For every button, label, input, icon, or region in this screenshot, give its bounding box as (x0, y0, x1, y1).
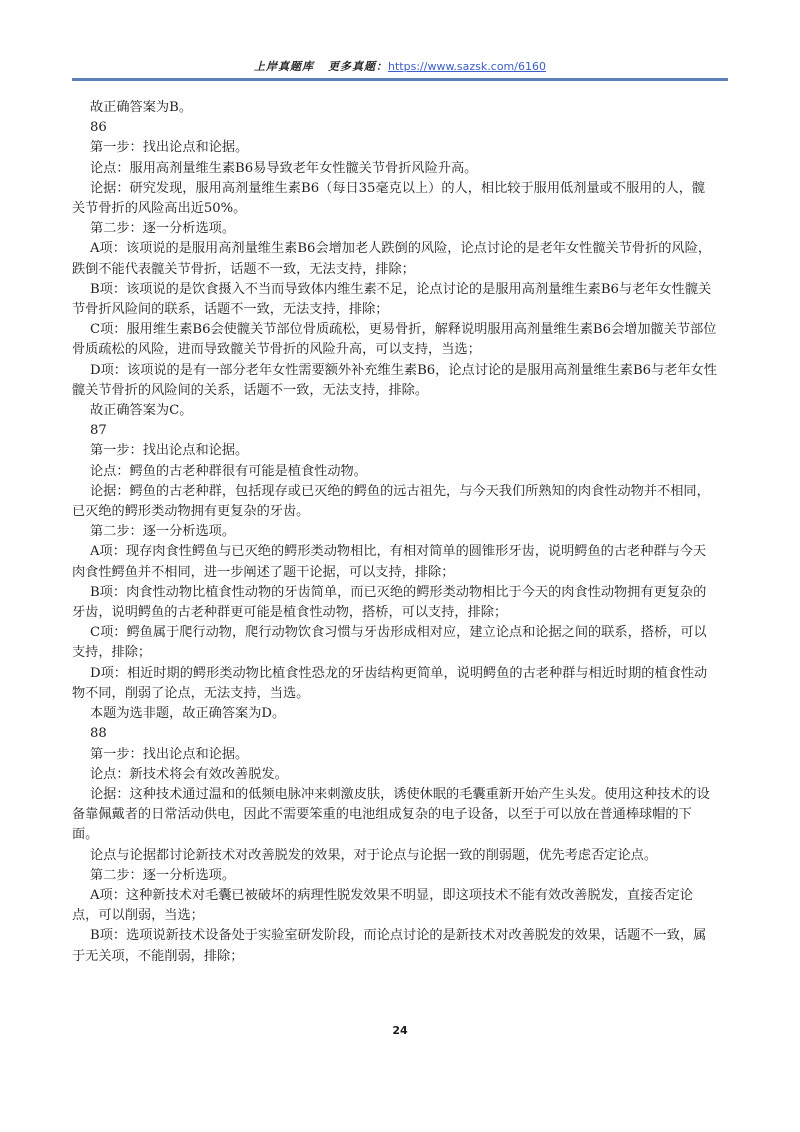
paragraph: 论点与论据都讨论新技术对改善脱发的效果，对于论点与论据一致的削弱题，优先考虑否定论点。 (90, 847, 658, 863)
paragraph: 第一步：找出论点和论据。 (90, 746, 249, 762)
paragraph: 第二步：逐一分析选项。 (90, 524, 236, 540)
paragraph: 本题为选非题，故正确答案为D。 (90, 706, 286, 722)
paragraph: A项：该项说的是服用高剂量维生素B6会增加老人跌倒的风险，论点讨论的是老年女性髋关节骨折的风险，跌倒不能代表髋关节骨折，话题不一致，无法支持，排除； (72, 241, 712, 277)
paragraph: 故正确答案为C。 (90, 403, 193, 419)
paragraph: D项：该项说的是有一部分老年女性需要额外补充维生素B6，论点讨论的是服用高剂量维生素B6与老年女性髋关节骨折的风险间的关系，话题不一致，无法支持，排除。 (72, 362, 717, 398)
question-number: 88 (90, 726, 107, 742)
paragraph: 论点：鳄鱼的古老种群很有可能是植食性动物。 (90, 463, 367, 479)
paragraph: 论据：这种技术通过温和的低频电脉冲来刺激皮肤，诱使休眠的毛囊重新开始产生头发。使用这种技术的设备靠佩戴者的日常活动供电，因此不需要笨重的电池组成复杂的电子设备，以至于可以放在普通棒球帽的下面。 (72, 786, 710, 843)
paragraph: C项：鳄鱼属于爬行动物，爬行动物饮食习惯与牙齿形成相对应，建立论点和论据之间的联系，搭桥，可以支持，排除； (72, 625, 707, 661)
paragraph: 第一步：找出论点和论据。 (90, 443, 249, 459)
paragraph: 第二步：逐一分析选项。 (90, 867, 236, 883)
header-rule (72, 78, 728, 81)
page-header (72, 58, 728, 76)
paragraph: B项：肉食性动物比植食性动物的牙齿简单，而已灭绝的鳄形类动物相比于今天的肉食性动物拥有更复杂的牙齿，说明鳄鱼的古老种群更可能是植食性动物，搭桥，可以支持，排除； (72, 584, 707, 621)
question-number: 87 (90, 423, 107, 439)
page-number: 24 (392, 1024, 408, 1037)
paragraph: B项：选项说新技术设备处于实验室研发阶段，而论点讨论的是新技术对改善脱发的效果，话题不一致，属于无关项，不能削弱，排除； (72, 928, 707, 964)
paragraph: A项：这种新技术对毛囊已被破坏的病理性脱发效果不明显，即这项技术不能有效改善脱发，直接否定论点，可以削弱，当选； (72, 887, 693, 924)
paragraph: 论据：鳄鱼的古老种群，包括现存或已灭绝的鳄鱼的远古祖先，与今天我们所熟知的肉食性动物并不相同，已灭绝的鳄形类动物拥有更复杂的牙齿。 (72, 483, 710, 520)
brand-name: 上岸真题库 (254, 60, 315, 73)
paragraph: 故正确答案为B。 (90, 100, 193, 115)
document-body (72, 98, 718, 967)
paragraph: C项：服用维生素B6会使髋关节部位骨质疏松，更易骨折，解释说明服用高剂量维生素B6会增加髋关节部位骨质疏松的风险，进而导致髋关节骨折的风险升高，可以支持，当选； (72, 322, 717, 358)
source-link[interactable]: https://www.sazsk.com/6160 (388, 60, 546, 73)
paragraph: 论据：研究发现，服用高剂量维生素B6（每日35毫克以上）的人，相比较于服用低剂量或不服用的人，髋关节骨折的风险高出近50%。 (72, 180, 706, 217)
paragraph: D项：相近时期的鳄形类动物比植食性恐龙的牙齿结构更简单，说明鳄鱼的古老种群与相近时期的植食性动物不同，削弱了论点，无法支持，当选。 (72, 665, 708, 701)
paragraph: 论点：新技术将会有效改善脱发。 (90, 766, 288, 782)
question-number: 86 (90, 120, 107, 136)
paragraph: A项：现存肉食性鳄鱼与已灭绝的鳄形类动物相比，有相对简单的圆锥形牙齿，说明鳄鱼的古老种群与今天肉食性鳄鱼并不相同，进一步阐述了题干论据，可以支持，排除； (72, 544, 707, 580)
more-label: 更多真题： (328, 60, 389, 73)
paragraph: 第二步：逐一分析选项。 (90, 221, 236, 237)
paragraph: 论点：服用高剂量维生素B6易导致老年女性髋关节骨折风险升高。 (90, 160, 478, 176)
paragraph: 第一步：找出论点和论据。 (90, 140, 249, 156)
paragraph: B项：该项说的是饮食摄入不当而导致体内维生素不足，论点讨论的是服用高剂量维生素B6与老年女性髋关节骨折风险间的联系，话题不一致，无法支持，排除； (72, 281, 712, 318)
